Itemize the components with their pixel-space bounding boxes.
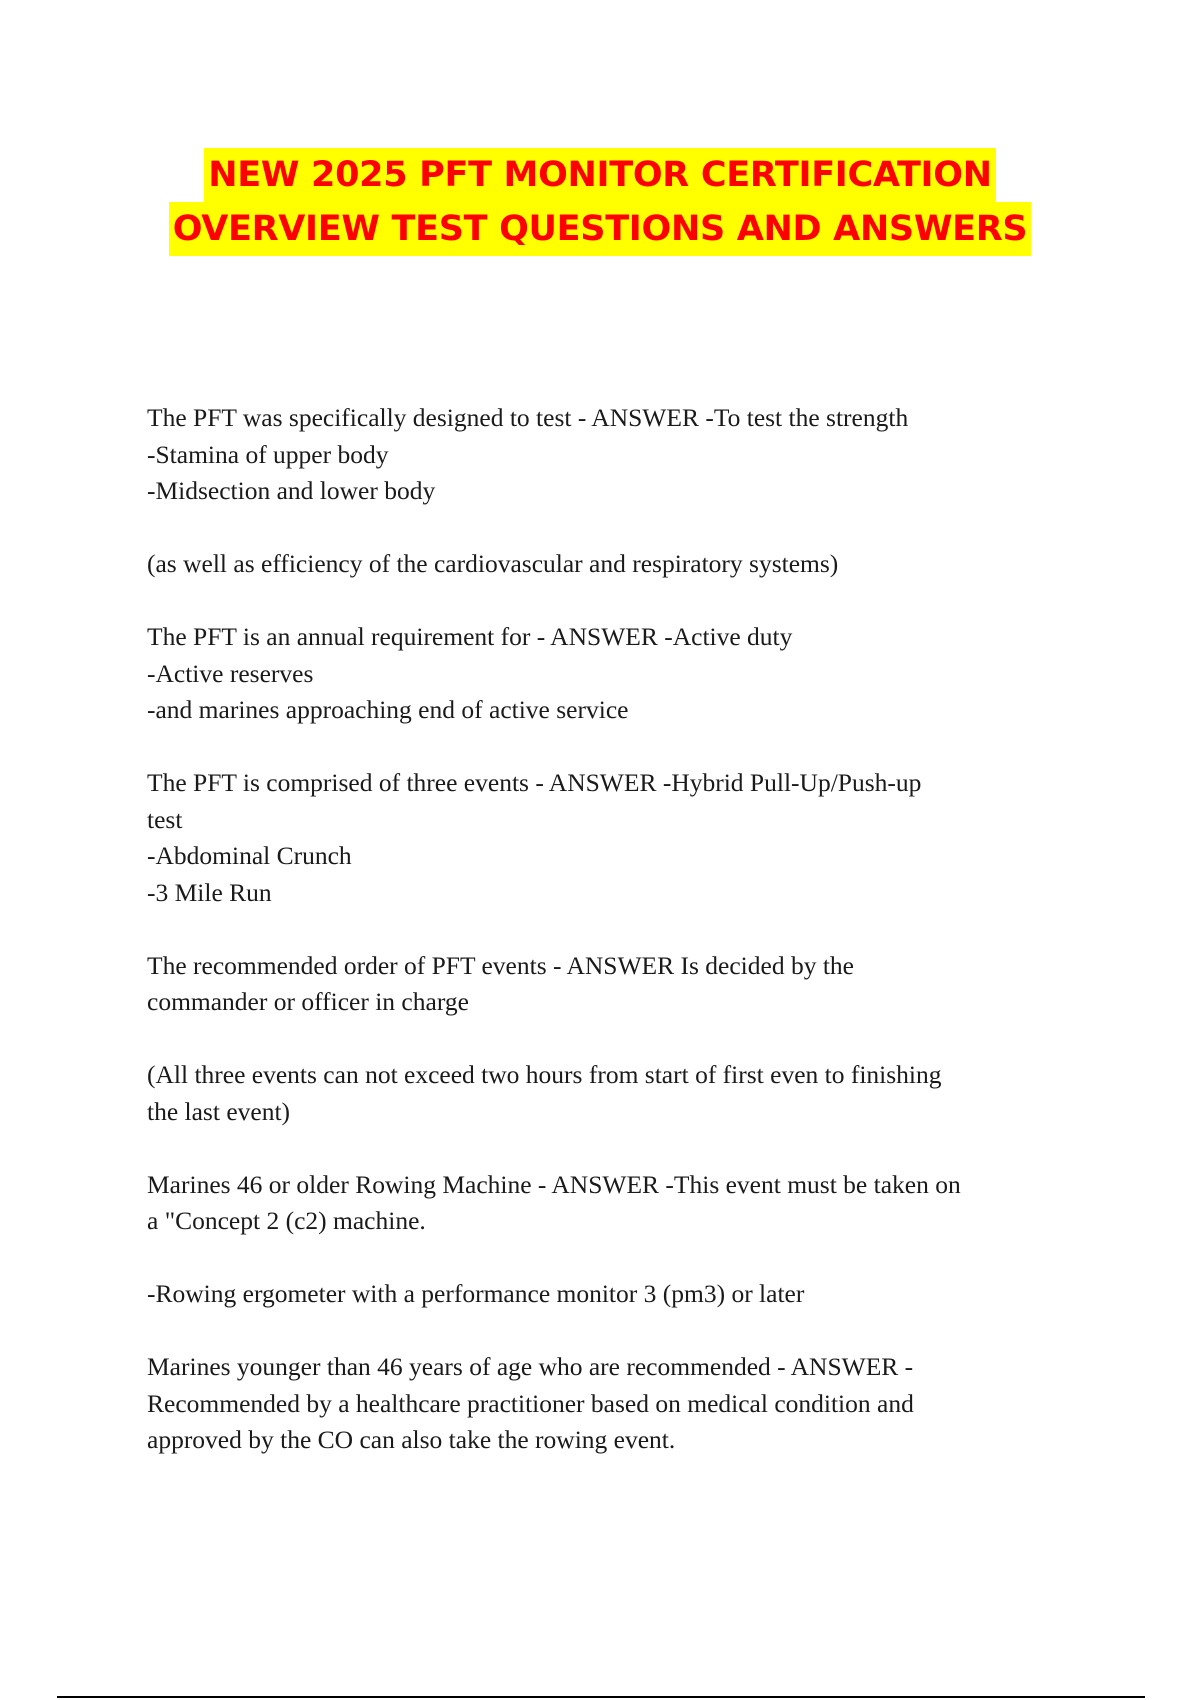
text-line: The PFT is an annual requirement for - ANSWER -Active duty (147, 622, 793, 651)
text-line: -Abdominal Crunch (147, 841, 352, 870)
note-paragraph-ergometer (147, 1276, 1067, 1313)
text-line: -Stamina of upper body (147, 439, 389, 469)
text-line: commander or officer in charge (147, 987, 469, 1016)
text-line: a "Concept 2 (c2) machine. (147, 1206, 426, 1235)
note-paragraph-efficiency (147, 546, 1067, 583)
qa-paragraph-younger-marines (147, 1349, 1067, 1459)
document-body (147, 400, 1067, 1495)
text-line: -Rowing ergometer with a performance monitor 3 (pm3) or later (147, 1279, 805, 1308)
title-line-1: NEW 2025 PFT MONITOR CERTIFICATION (204, 148, 995, 202)
text-line: -Active reserves (147, 658, 314, 688)
qa-paragraph-annual-requirement (147, 619, 1067, 729)
title-line-2: OVERVIEW TEST QUESTIONS AND ANSWERS (169, 202, 1032, 256)
text-line: approved by the CO can also take the rowing event. (147, 1425, 676, 1454)
text-line: -and marines approaching end of active service (147, 695, 629, 724)
text-line: -Midsection and lower body (147, 476, 436, 505)
text-line: -3 Mile Run (147, 877, 272, 907)
text-line: (as well as efficiency of the cardiovascular and respiratory systems) (147, 549, 839, 578)
text-line: The recommended order of PFT events - ANSWER Is decided by the (147, 950, 854, 980)
text-line: The PFT was specifically designed to test - ANSWER -To test the strength (147, 403, 909, 432)
text-line: test (147, 804, 183, 834)
text-line: The PFT is comprised of three events - ANSWER -Hybrid Pull-Up/Push-up (147, 768, 922, 797)
note-paragraph-time-limit (147, 1057, 1067, 1130)
qa-paragraph-pft-purpose (147, 400, 1067, 510)
text-line: (All three events can not exceed two hours from start of first even to finishing (147, 1060, 942, 1089)
qa-paragraph-three-events (147, 765, 1067, 911)
text-line: Marines 46 or older Rowing Machine - ANSWER -This event must be taken on (147, 1169, 961, 1199)
document-title (0, 148, 1200, 256)
text-line: Marines younger than 46 years of age who are recommended - ANSWER - (147, 1352, 914, 1381)
footer-divider (57, 1696, 1145, 1698)
qa-paragraph-rowing-machine (147, 1167, 1067, 1240)
text-line: Recommended by a healthcare practitioner based on medical condition and (147, 1388, 914, 1418)
text-line: the last event) (147, 1096, 291, 1126)
qa-paragraph-event-order (147, 948, 1067, 1021)
